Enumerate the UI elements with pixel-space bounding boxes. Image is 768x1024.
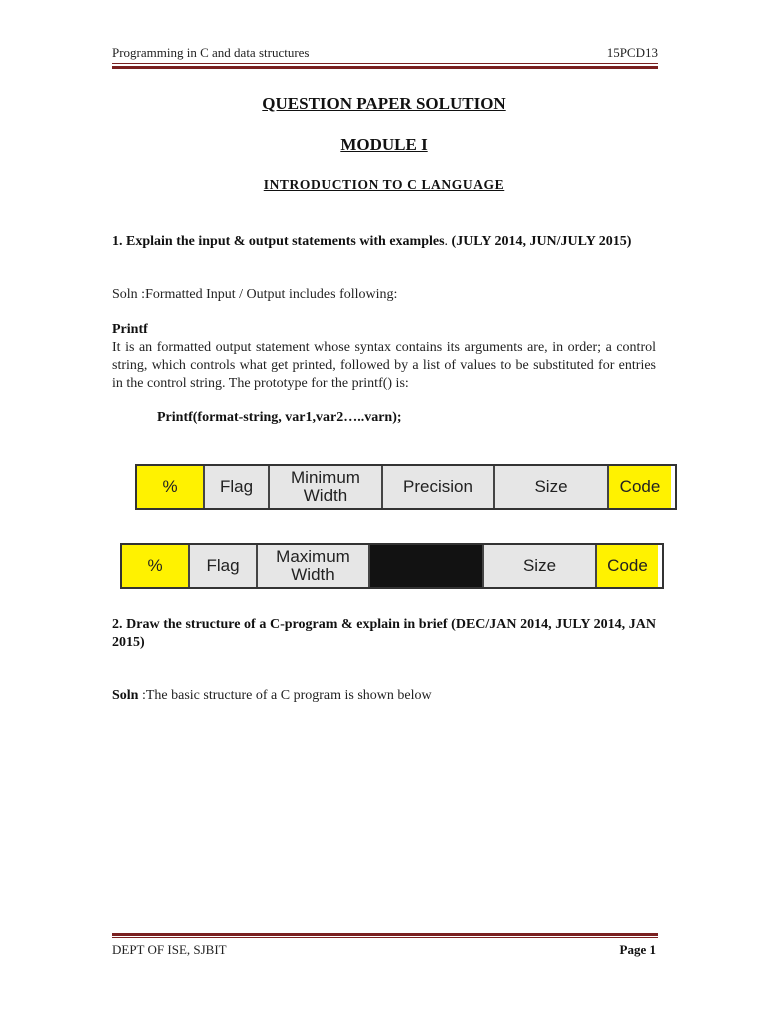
footer-rule-thick xyxy=(112,933,658,936)
spec-cell-code: Code xyxy=(597,545,658,587)
header-course-code: 15PCD13 xyxy=(606,45,658,60)
question-2: 2. Draw the structure of a C-program & explain in brief (DEC/JAN 2014, JULY 2014, JAN 2015) xyxy=(112,617,656,650)
printf-description: It is an formatted output statement whose syntax contains its arguments are, in order; a control string, which controls what get printed, followed by a list of values to be substituted for entries in the control string. The prototype for the printf() is: xyxy=(112,340,656,391)
header-rule-thin xyxy=(112,63,658,64)
printf-heading: Printf xyxy=(112,322,148,337)
spec-cell-percent: % xyxy=(137,466,205,508)
spec-cell-flag: Flag xyxy=(205,466,270,508)
answer-2-intro xyxy=(112,687,656,705)
spec-cell-maximum-width: Maximum Width xyxy=(258,545,370,587)
chapter-title: INTRODUCTION TO C LANGUAGE xyxy=(263,177,505,192)
printf-prototype: Printf(format-string, var1,var2…..varn); xyxy=(157,410,402,425)
spec-cell-precision: Precision xyxy=(383,466,495,508)
question-1-dates: (JULY 2014, JUN/JULY 2015) xyxy=(451,234,632,249)
answer-1-intro: Soln :Formatted Input / Output includes following: xyxy=(112,287,398,302)
spec-cell-percent: % xyxy=(122,545,190,587)
format-specifier-diagram-2 xyxy=(120,543,664,589)
footer-rule-thin xyxy=(112,937,658,938)
answer-2-label: Soln xyxy=(112,688,139,703)
spec-cell-code: Code xyxy=(609,466,671,508)
answer-2-text: :The basic structure of a C program is shown below xyxy=(138,688,432,703)
question-1-text: 1. Explain the input & output statements with examples xyxy=(112,234,445,249)
spec-cell-size: Size xyxy=(495,466,609,508)
format-specifier-diagram-1 xyxy=(135,464,677,510)
spec-cell-flag: Flag xyxy=(190,545,258,587)
question-1 xyxy=(112,233,656,251)
spec-cell-minimum-width: Minimum Width xyxy=(270,466,383,508)
footer-page-number: Page 1 xyxy=(619,942,656,957)
module-title: MODULE I xyxy=(340,135,428,154)
header-rule-thick xyxy=(112,66,658,69)
header-course-title: Programming in C and data structures xyxy=(112,45,310,60)
question-1-sep: . xyxy=(444,234,452,249)
spec-cell-size: Size xyxy=(484,545,597,587)
page-title: QUESTION PAPER SOLUTION xyxy=(262,94,506,113)
footer-department: DEPT OF ISE, SJBIT xyxy=(112,942,227,957)
spec-cell-blank xyxy=(370,545,484,587)
